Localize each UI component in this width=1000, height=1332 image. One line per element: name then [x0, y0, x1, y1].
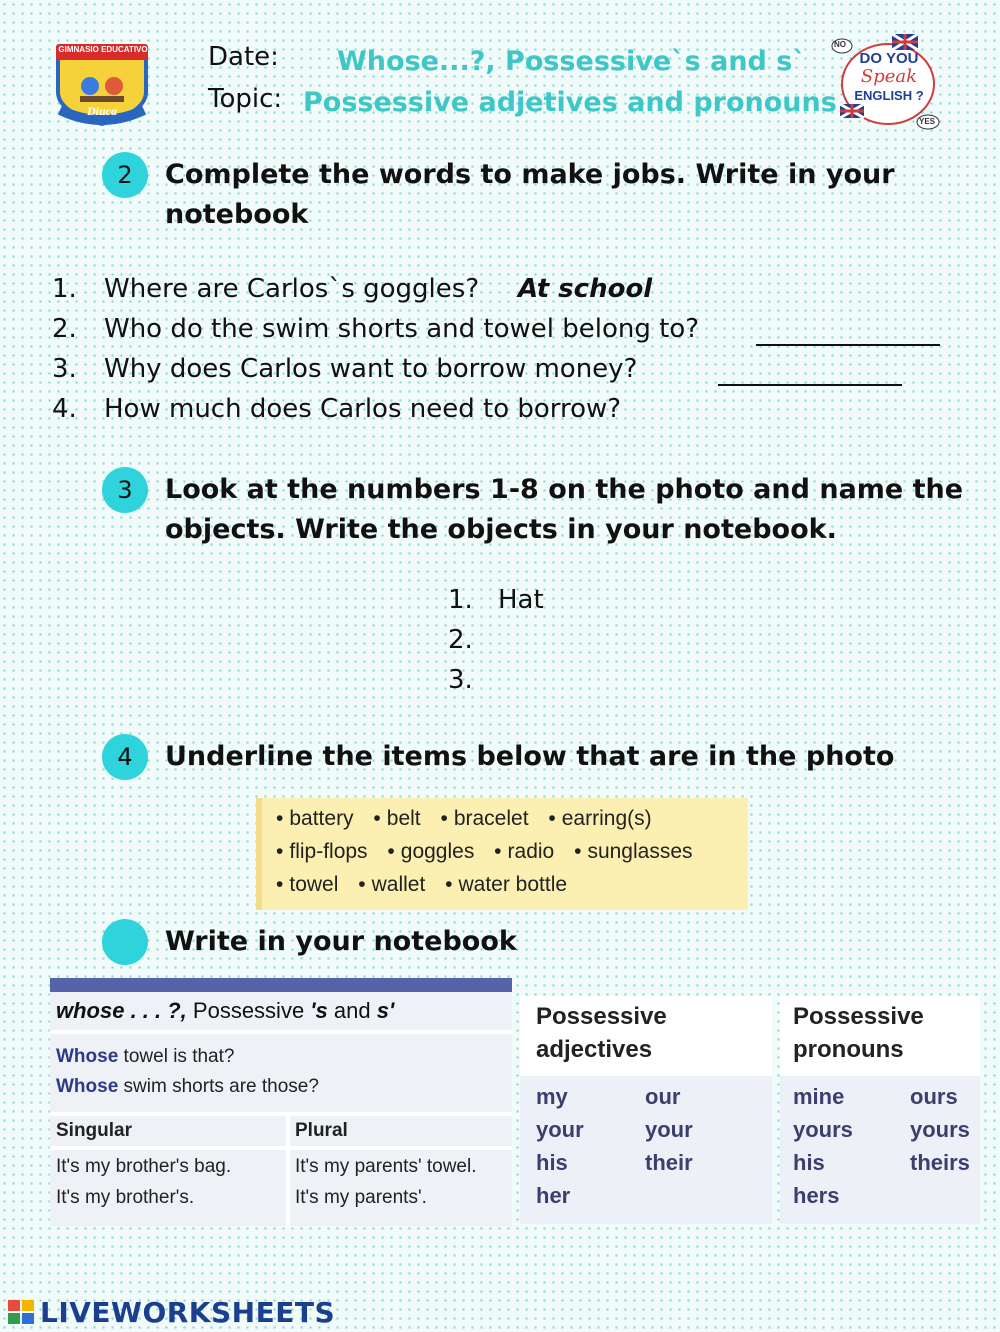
section-2-heading-line1: Complete the words to make jobs. Write in your	[165, 159, 895, 190]
liveworksheets-logo-icon	[8, 1300, 36, 1326]
word-item[interactable]: • water bottle	[445, 873, 568, 896]
section-2-badge: 2	[102, 152, 148, 198]
object-answer[interactable]: Hat	[498, 585, 544, 615]
grammar-divider	[50, 1030, 512, 1034]
singular-example-1: It's my brother's bag.	[56, 1156, 232, 1177]
section-3-heading	[165, 470, 963, 550]
pronoun-word: yours	[910, 1117, 970, 1142]
section-4-heading: Underline the items below that are in the photo	[165, 741, 895, 772]
adjective-word: your	[645, 1117, 693, 1142]
singular-label: Singular	[56, 1120, 133, 1141]
date-label: Date:	[208, 42, 279, 72]
grammar-example-1: Whose towel is that?	[56, 1046, 235, 1067]
plural-example-2: It's my parents'.	[295, 1187, 427, 1208]
object-item-2	[448, 625, 473, 655]
word-item[interactable]: • wallet	[358, 873, 426, 896]
adjective-word: her	[536, 1183, 571, 1208]
object-number: 3.	[448, 665, 473, 695]
pronoun-word: ours	[910, 1084, 958, 1109]
word-row	[276, 835, 748, 868]
date-value: Whose...?, Possessive`s and s`	[337, 46, 806, 77]
object-number: 1.	[448, 585, 473, 615]
section-3-heading-line2: objects. Write the objects in your notebook.	[165, 514, 837, 545]
section-5-badge	[102, 919, 148, 965]
singular-example-2: It's my brother's.	[56, 1187, 195, 1208]
word-item[interactable]: • bracelet	[440, 807, 529, 830]
word-item[interactable]: • earring(s)	[548, 807, 652, 830]
word-item[interactable]: • flip-flops	[276, 840, 368, 863]
speak-english-badge	[830, 32, 948, 132]
badge-line2: Speak	[860, 66, 918, 87]
section-2-heading	[165, 155, 895, 235]
answer-3-blank[interactable]	[718, 384, 902, 386]
word-item[interactable]: • radio	[494, 840, 555, 863]
badge-no: NO	[834, 40, 846, 49]
adjective-word: their	[645, 1150, 693, 1175]
grammar-divider	[50, 1146, 512, 1150]
school-logo-sub: Diuca	[87, 104, 117, 118]
pronoun-word: hers	[793, 1183, 840, 1208]
school-logo	[50, 40, 154, 126]
badge-line1: DO YOU	[859, 50, 919, 67]
question-number: 1.	[52, 274, 77, 304]
badge-yes: YES	[919, 117, 936, 126]
word-row	[276, 802, 748, 835]
pronoun-word: yours	[793, 1117, 853, 1142]
question-text: Why does Carlos want to borrow money?	[104, 354, 638, 384]
pronouns-heading: Possessive pronouns	[793, 1003, 924, 1063]
adjective-word: my	[536, 1084, 568, 1109]
grammar-box-header-bar	[50, 978, 512, 992]
word-item[interactable]: • sunglasses	[574, 840, 693, 863]
word-item[interactable]: • battery	[276, 807, 354, 830]
adjective-word: our	[645, 1084, 681, 1109]
word-item[interactable]: • towel	[276, 873, 339, 896]
section-4-badge: 4	[102, 734, 148, 780]
pronoun-word: mine	[793, 1084, 845, 1109]
section-3-badge: 3	[102, 467, 148, 513]
adjective-word: your	[536, 1117, 584, 1142]
grammar-column-divider	[286, 1112, 290, 1226]
plural-example-1: It's my parents' towel.	[295, 1156, 477, 1177]
word-item[interactable]: • belt	[373, 807, 421, 830]
word-item[interactable]: • goggles	[387, 840, 475, 863]
school-logo-text: GIMNASIO EDUCATIVO	[58, 45, 148, 54]
section-2-heading-line2: notebook	[165, 199, 309, 230]
question-text: Who do the swim shorts and towel belong to?	[104, 314, 700, 344]
question-number: 4.	[52, 394, 77, 424]
question-number: 3.	[52, 354, 77, 384]
word-row	[276, 868, 748, 901]
adjective-word: his	[536, 1150, 568, 1175]
section-5-heading: Write in your notebook	[165, 926, 517, 957]
object-number: 2.	[448, 625, 473, 655]
answer-2-blank[interactable]	[756, 344, 940, 346]
grammar-example-2: Whose swim shorts are those?	[56, 1076, 319, 1097]
grammar-divider	[50, 1112, 512, 1116]
pronoun-word: his	[793, 1150, 825, 1175]
question-text: How much does Carlos need to borrow?	[104, 394, 622, 424]
topic-value: Possessive adjetives and pronouns	[303, 87, 837, 118]
grammar-title: whose . . . ?, Possessive 's and s'	[56, 998, 395, 1023]
liveworksheets-brand: LIVEWORKSHEETS	[40, 1296, 336, 1329]
objects-list	[448, 585, 648, 705]
topic-label: Topic:	[208, 84, 283, 114]
items-word-box	[256, 798, 748, 910]
object-item-3	[448, 665, 473, 695]
adjectives-heading: Possessive adjectives	[536, 1003, 667, 1063]
object-item-1	[448, 585, 544, 615]
question-1-answer[interactable]: At school	[518, 274, 653, 304]
plural-label: Plural	[295, 1120, 348, 1141]
pronoun-word: theirs	[910, 1150, 970, 1175]
section-3-heading-line1: Look at the numbers 1-8 on the photo and name the	[165, 474, 964, 505]
question-text: Where are Carlos`s goggles?	[104, 274, 480, 304]
badge-line3: ENGLISH ?	[854, 88, 924, 103]
question-number: 2.	[52, 314, 77, 344]
